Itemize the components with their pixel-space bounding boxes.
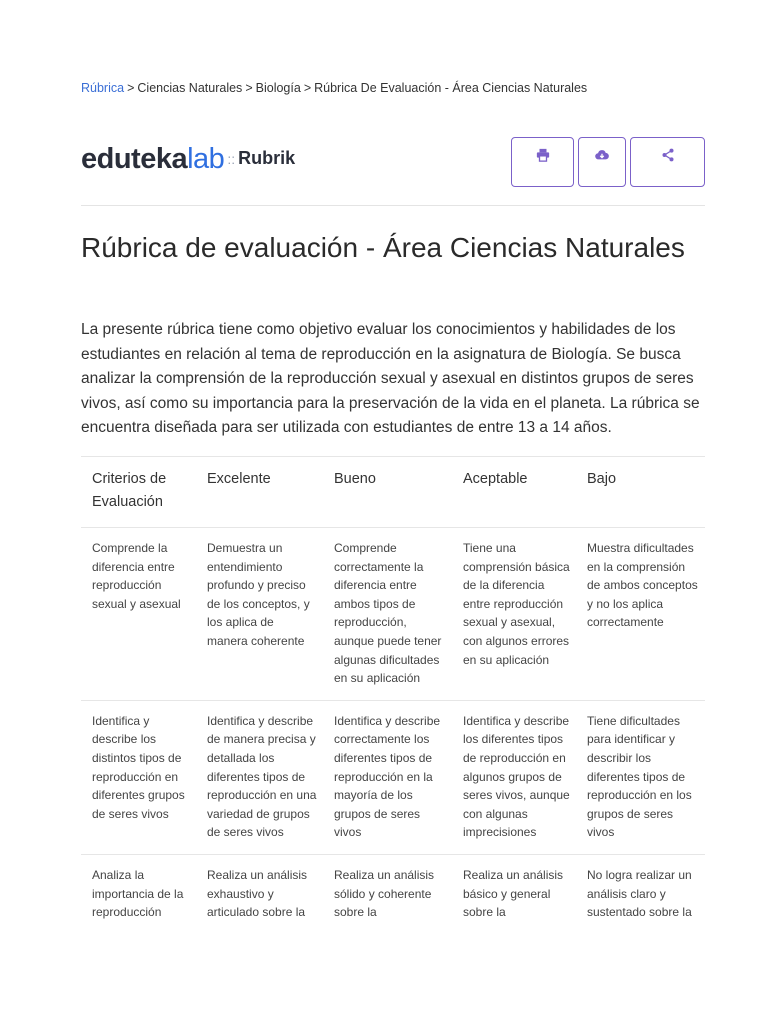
table-cell: Comprende la diferencia entre reproducción sexual y asexual: [81, 528, 196, 701]
table-cell: Identifica y describe correctamente los diferentes tipos de reproducción en la mayoría de los grupos de seres vivos: [323, 700, 452, 854]
table-row: [81, 700, 705, 854]
table-cell: Tiene dificultades para identificar y describir los diferentes tipos de reproducción en los grupos de seres vivos: [576, 700, 705, 854]
table-cell: Identifica y describe los distintos tipos de reproducción en diferentes grupos de seres vivos: [81, 700, 196, 854]
share-icon: [661, 148, 675, 162]
breadcrumb-item-biologia[interactable]: Biología: [255, 81, 301, 95]
table-cell: Muestra dificultades en la comprensión de ambos conceptos y no los aplica correctamente: [576, 528, 705, 701]
rubric-table-container: [81, 456, 705, 934]
breadcrumb-separator: >: [303, 81, 312, 95]
table-cell: Demuestra un entendimiento profundo y preciso de los conceptos, y los aplica de manera coherente: [196, 528, 323, 701]
logo-text-eduteka: eduteka: [81, 143, 188, 175]
table-cell: Realiza un análisis básico y general sobre la: [452, 854, 576, 933]
breadcrumb-item-ciencias-naturales[interactable]: Ciencias Naturales: [137, 81, 243, 95]
header-criterios: Criterios de Evaluación: [81, 457, 196, 528]
download-button[interactable]: [578, 137, 626, 187]
table-cell: Comprende correctamente la diferencia entre ambos tipos de reproducción, aunque puede tener algunas dificultades en su aplicación: [323, 528, 452, 701]
rubric-description: La presente rúbrica tiene como objetivo evaluar los conocimientos y habilidades de los estudiantes en relación al tema de reproducción en la asignatura de Biología. Se busca analizar la comprensión de la reproducción sexual y asexual en distintos grupos de seres vivos, así como su importancia para la preservación de la vida en el planeta. La rúbrica se encuentra diseñada para ser utilizada con estudiantes de entre 13 a 14 años.: [81, 321, 700, 436]
table-row: [81, 854, 705, 933]
logo-separator: ::: [227, 151, 236, 167]
cloud-download-icon: [595, 148, 609, 162]
header-excelente: Excelente: [196, 457, 323, 528]
breadcrumb-link-rubrica[interactable]: Rúbrica: [81, 81, 125, 95]
table-cell: Identifica y describe los diferentes tipos de reproducción en algunos grupos de seres vivos, aunque con algunas imprecisiones: [452, 700, 576, 854]
table-cell: Realiza un análisis exhaustivo y articulado sobre la: [196, 854, 323, 933]
print-icon: [536, 148, 550, 162]
logo-text-lab: lab: [187, 143, 225, 175]
breadcrumb-separator: >: [127, 81, 135, 95]
share-button[interactable]: [630, 137, 705, 187]
logo-text-rubrik: Rubrik: [238, 148, 296, 168]
print-button[interactable]: [511, 137, 574, 187]
logo[interactable]: [81, 143, 295, 176]
header: [81, 137, 705, 189]
header-bueno: Bueno: [323, 457, 452, 528]
table-cell: Tiene una comprensión básica de la diferencia entre reproducción sexual y asexual, con algunos errores en su aplicación: [452, 528, 576, 701]
table-header-row: [81, 457, 705, 528]
breadcrumb: [81, 81, 587, 95]
rubric-table: [81, 456, 705, 934]
table-cell: Realiza un análisis sólido y coherente sobre la: [323, 854, 452, 933]
table-row: [81, 528, 705, 701]
page-title: Rúbrica de evaluación - Área Ciencias Naturales: [81, 232, 685, 263]
header-divider: [81, 205, 705, 206]
table-cell: Analiza la importancia de la reproducción: [81, 854, 196, 933]
toolbar: [511, 137, 705, 187]
table-cell: No logra realizar un análisis claro y sustentado sobre la: [576, 854, 705, 933]
breadcrumb-item-current: Rúbrica De Evaluación - Área Ciencias Naturales: [314, 81, 588, 95]
table-cell: Identifica y describe de manera precisa y detallada los diferentes tipos de reproducción en una variedad de grupos de seres vivos: [196, 700, 323, 854]
header-bajo: Bajo: [576, 457, 705, 528]
breadcrumb-separator: >: [245, 81, 253, 95]
header-aceptable: Aceptable: [452, 457, 576, 528]
